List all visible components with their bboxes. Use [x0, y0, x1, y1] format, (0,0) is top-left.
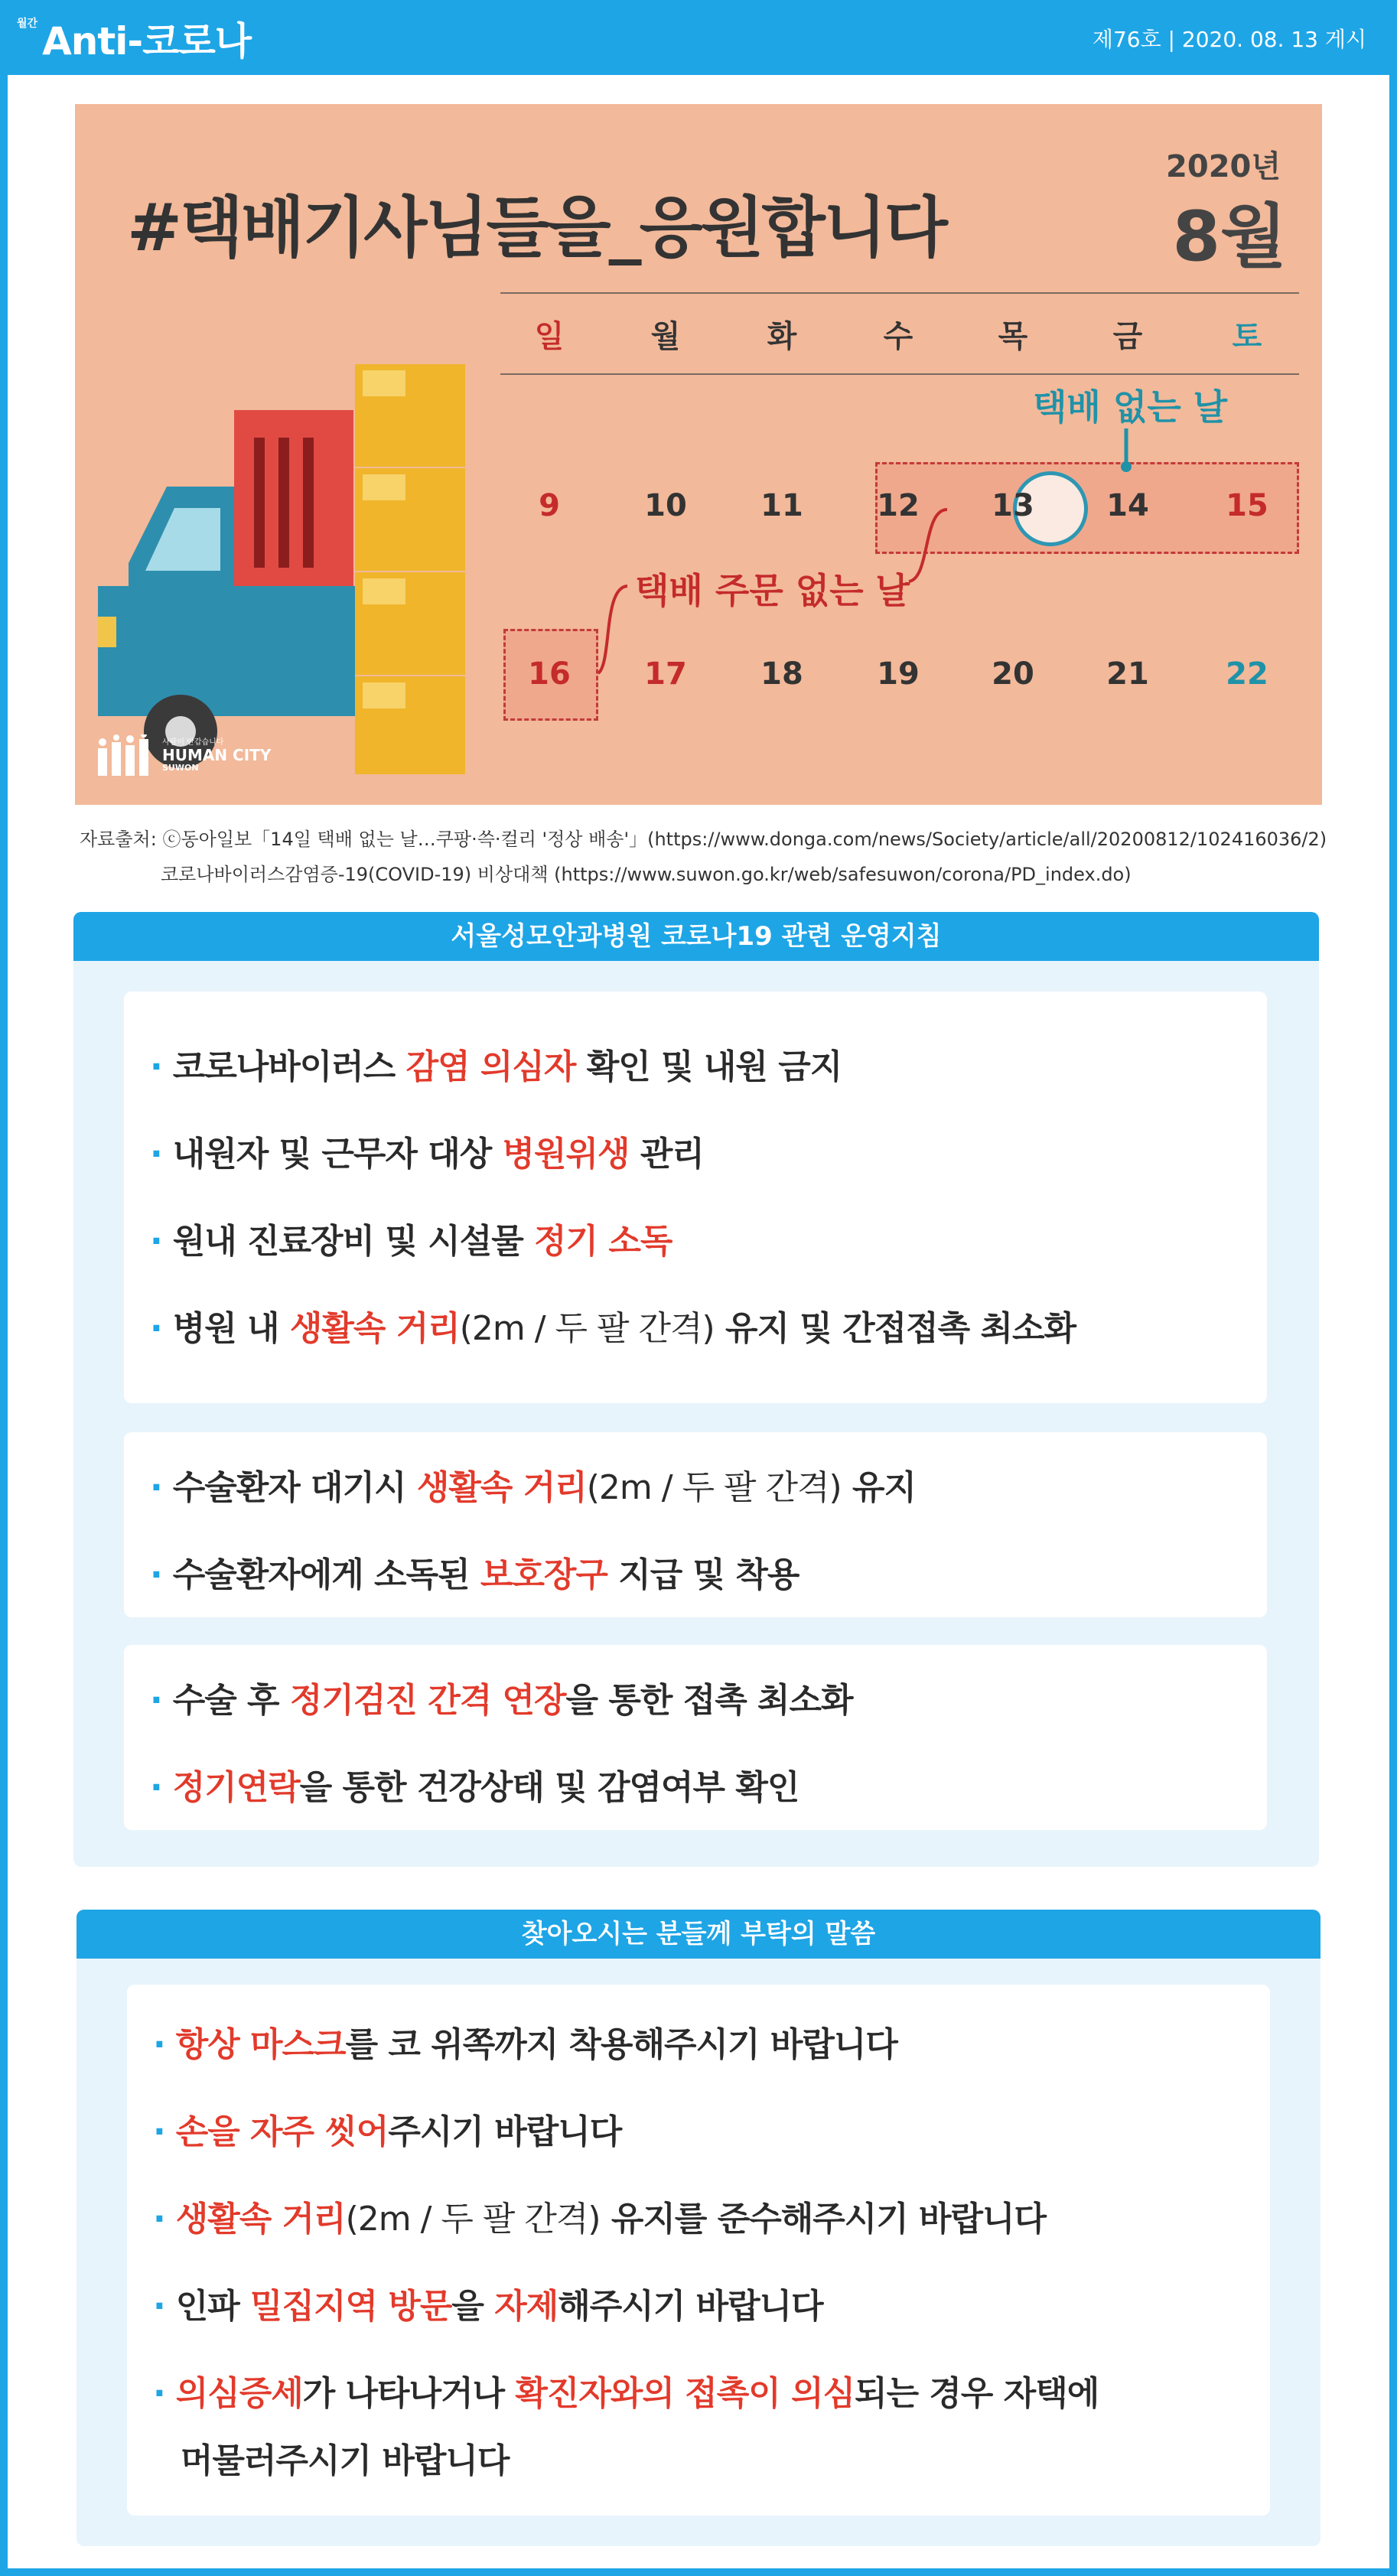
date-21: 21 — [1106, 656, 1149, 692]
date-22: 22 — [1226, 656, 1268, 692]
date-15: 15 — [1226, 488, 1268, 523]
request-item-continuation: 머물러주시기 바랍니다 — [181, 2441, 510, 2480]
guideline-item: · 내원자 및 근무자 대상 병원위생 관리 — [150, 1135, 704, 1174]
source-line-2: 코로나바이러스감염증-19(COVID-19) 비상대책 (https://www.suwon.go.kr/web/safesuwon/corona/PD_index.do) — [161, 864, 1132, 885]
date-17: 17 — [644, 656, 687, 692]
date-10: 10 — [644, 488, 687, 523]
logo-subtitle: 사람이 반갑습니다 — [162, 738, 224, 747]
guideline-item: · 수술환자에게 소독된 보호장구 지급 및 착용 — [150, 1555, 799, 1594]
request-item: · 의심증세가 나타나거나 확진자와의 접촉이 의심되는 경우 자택에 — [153, 2374, 1099, 2413]
guideline-item: · 코로나바이러스 감염 의심자 확인 및 내원 금지 — [150, 1047, 842, 1086]
weekday-sun: 일 — [534, 319, 565, 354]
guideline-item: · 원내 진료장비 및 시설물 정기 소독 — [150, 1222, 672, 1261]
banner-hashtag: #택배기사님들을_응원합니다 — [127, 190, 946, 266]
weekday-mon: 월 — [650, 319, 681, 354]
source-citation — [80, 822, 1327, 892]
guideline-card-1 — [124, 992, 1267, 1403]
guideline-item: · 수술환자 대기시 생활속 거리(2m / 두 팔 간격) 유지 — [150, 1468, 917, 1507]
banner-month: 8월 — [1172, 197, 1287, 277]
weekday-sat: 토 — [1232, 319, 1262, 354]
weekday-tue: 화 — [767, 319, 797, 354]
logo-main-text: HUMAN CITY — [162, 746, 272, 765]
date-20: 20 — [992, 656, 1034, 692]
calendar-banner — [75, 104, 1322, 805]
date-18: 18 — [760, 656, 803, 692]
guideline-card-3 — [124, 1645, 1267, 1830]
visitor-requests-section — [77, 1910, 1320, 2546]
request-item: · 손을 자주 씻어주시기 바랍니다 — [153, 2112, 622, 2151]
guideline-item: · 수술 후 정기검진 간격 연장을 통한 접촉 최소화 — [150, 1681, 853, 1720]
guideline-item: · 병원 내 생활속 거리(2m / 두 팔 간격) 유지 및 간접접촉 최소화 — [150, 1309, 1076, 1348]
issue-info: 제76호 | 2020. 08. 13 게시 — [1092, 27, 1366, 52]
weekday-thu: 목 — [998, 319, 1028, 354]
date-14: 14 — [1106, 488, 1149, 523]
section-title: 찾아오시는 분들께 부탁의 말씀 — [77, 1910, 1320, 1959]
note-connector-arrows — [75, 104, 1322, 805]
header-bar — [0, 0, 1397, 75]
operation-guidelines-section — [73, 912, 1319, 1867]
guideline-item: · 정기연락을 통한 건강상태 및 감염여부 확인 — [150, 1768, 799, 1807]
weekday-wed: 수 — [883, 319, 913, 354]
human-city-figures-icon — [96, 734, 156, 777]
date-13: 13 — [992, 488, 1034, 523]
request-item: · 인파 밀집지역 방문을 자제해주시기 바랍니다 — [153, 2287, 823, 2326]
date-16: 16 — [528, 656, 571, 692]
brand-title: Anti-코로나 — [42, 19, 252, 64]
request-item: · 항상 마스크를 코 위쪽까지 착용해주시기 바랍니다 — [153, 2025, 897, 2064]
source-line-1: 자료출처: ⓒ동아일보「14일 택배 없는 날…쿠팡·쓱·컬리 '정상 배송'」(https://www.donga.com/news/Society/article/all/20200812/102416036/2) — [80, 829, 1327, 850]
request-item: · 생활속 거리(2m / 두 팔 간격) 유지를 준수해주시기 바랍니다 — [153, 2200, 1047, 2239]
request-card — [127, 1985, 1270, 2516]
logo-city-text: SUWON — [162, 763, 199, 773]
date-9: 9 — [539, 488, 560, 523]
note-no-delivery-day: 택배 없는 날 — [1033, 386, 1228, 428]
human-city-suwon-logo — [96, 734, 271, 777]
weekday-fri: 금 — [1112, 319, 1143, 354]
section-title: 서울성모안과병원 코로나19 관련 운영지침 — [73, 912, 1319, 961]
date-11: 11 — [760, 488, 803, 523]
banner-year: 2020년 — [1166, 149, 1281, 184]
date-19: 19 — [877, 656, 920, 692]
brand-logo — [17, 11, 251, 66]
guideline-card-2 — [124, 1432, 1267, 1617]
date-12: 12 — [877, 488, 920, 523]
brand-small-label: 월간 — [17, 18, 38, 30]
note-no-order-day: 택배 주문 없는 날 — [635, 570, 910, 611]
